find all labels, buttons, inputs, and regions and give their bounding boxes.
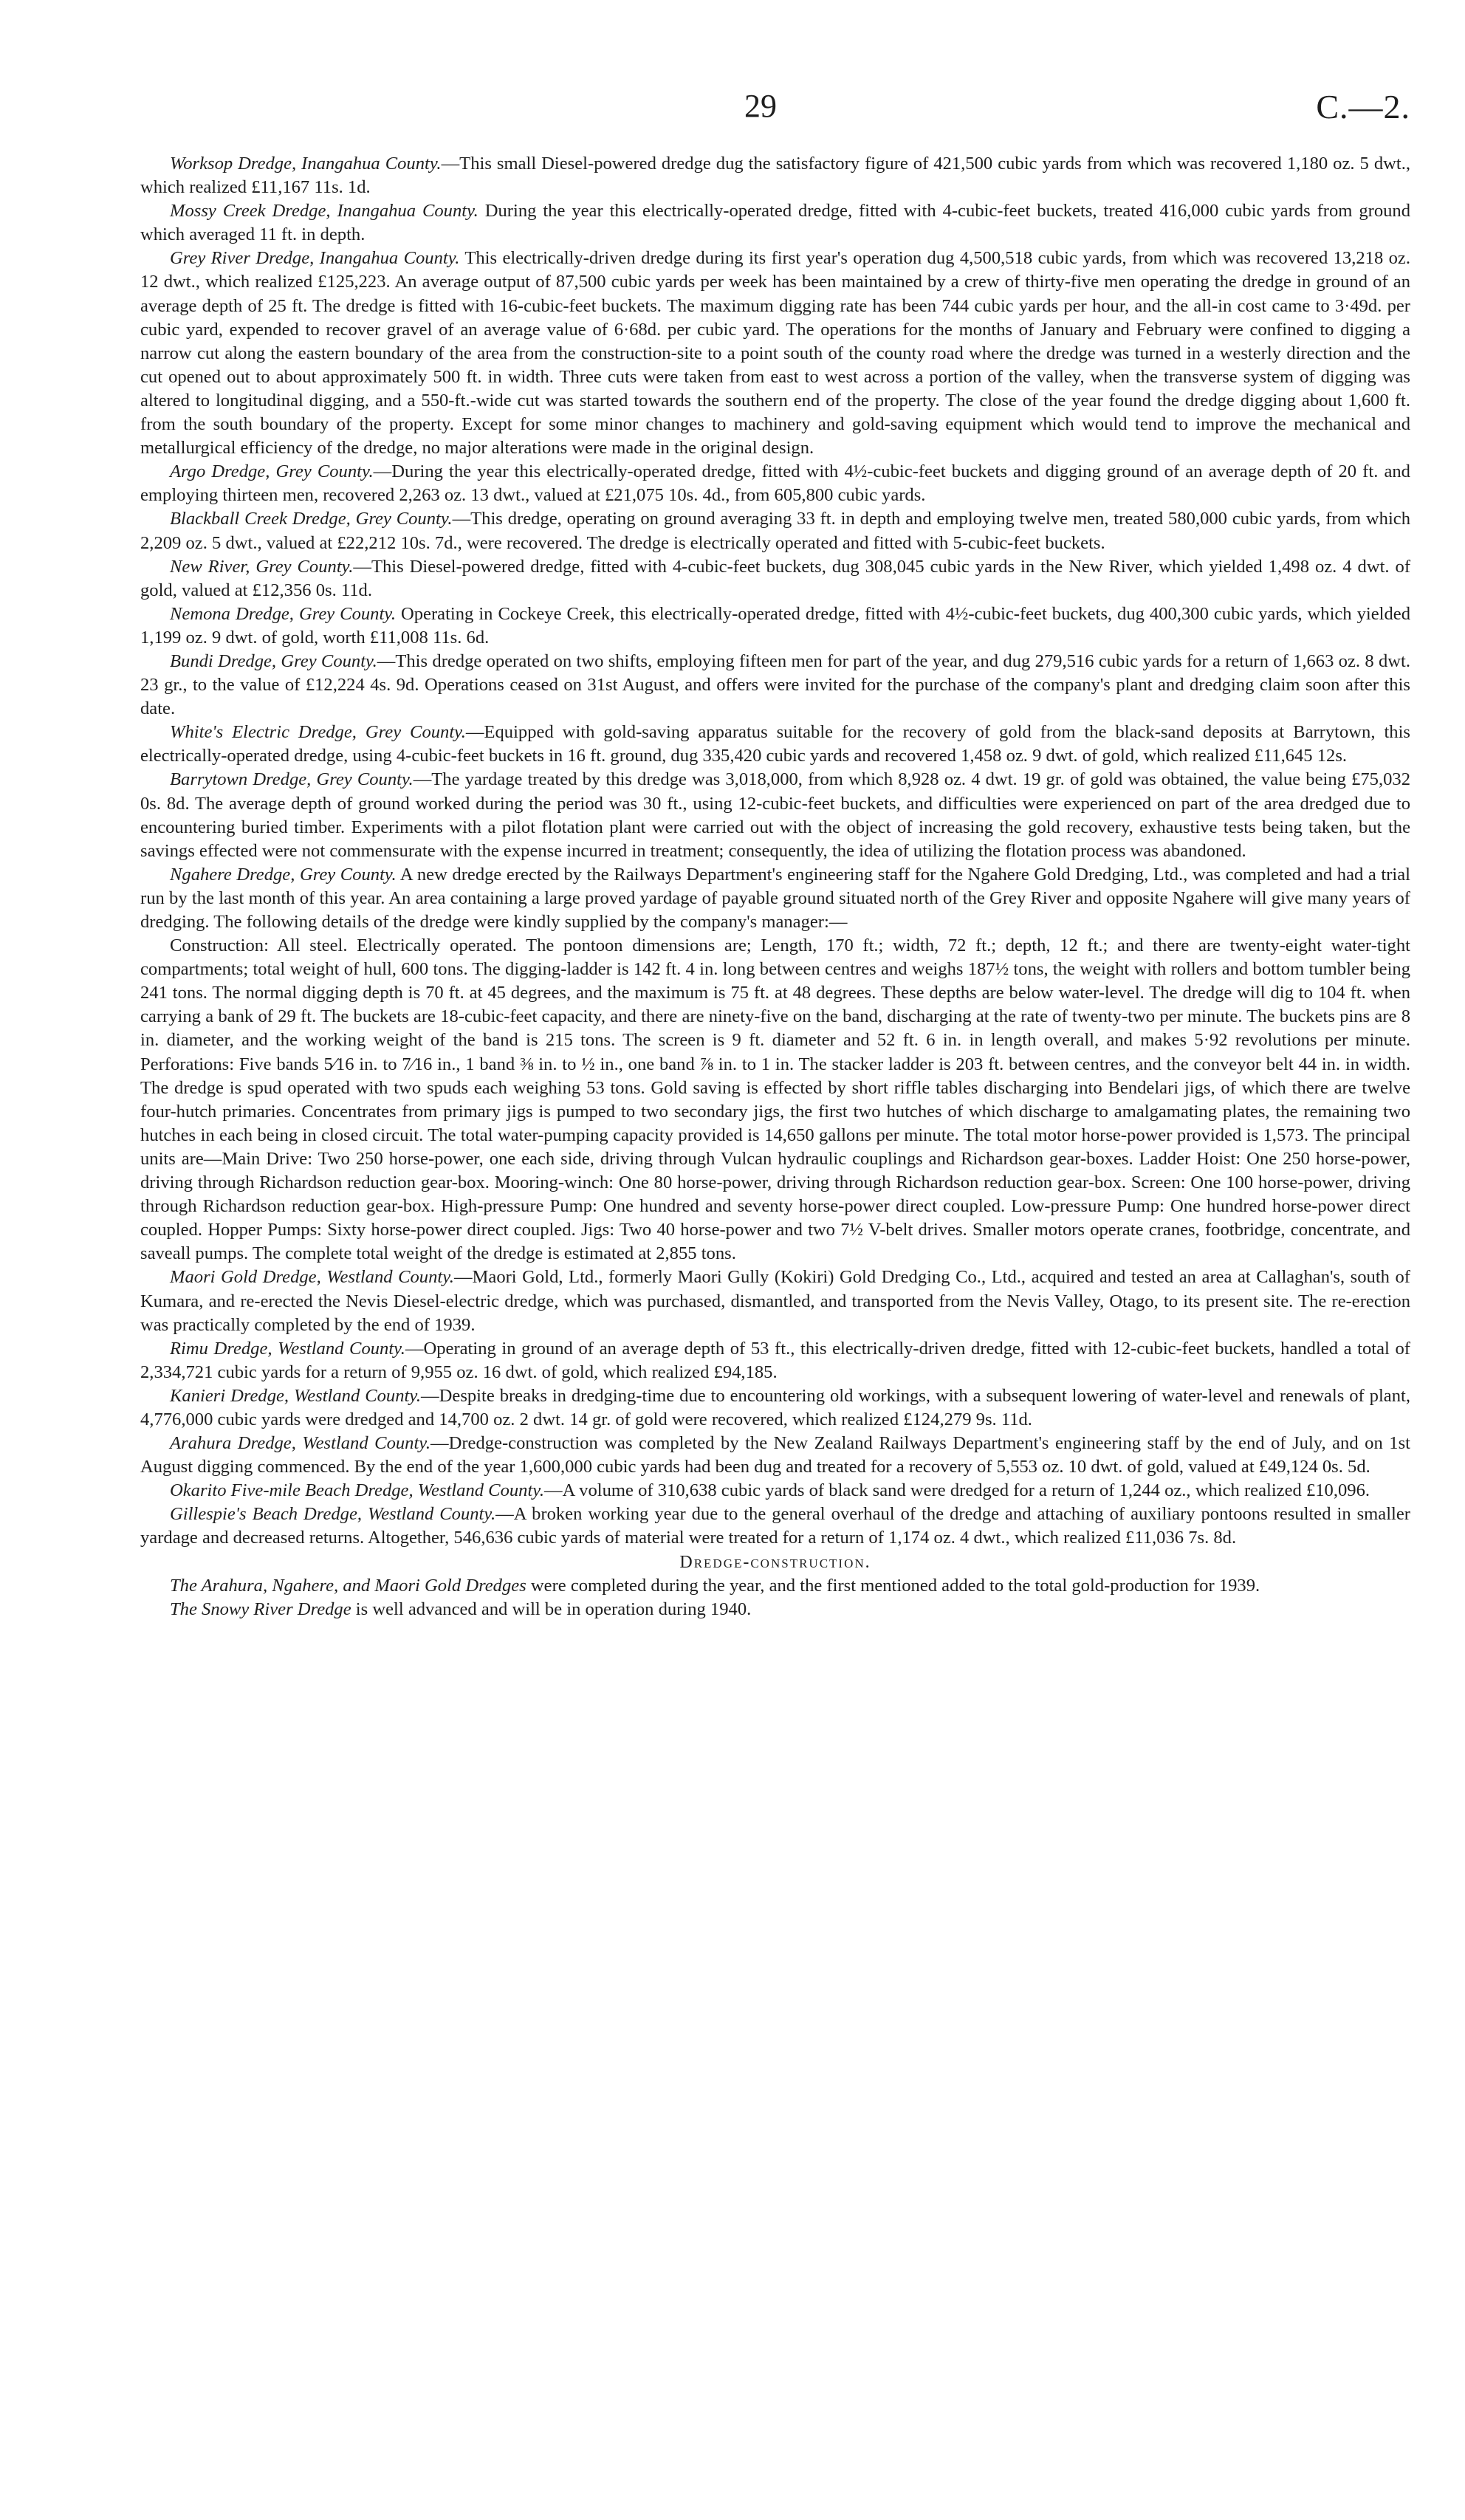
section-heading: Dredge-construction.	[679, 1552, 871, 1572]
paragraph-barrytown	[140, 768, 1410, 862]
paragraph-text: —Dredge-construction was completed by the New Zealand Railways Department's engineering staff by the end of July, and on 1st August digging commenced. By the end of the year 1,600,000 cubic yards had been dug and treated for a recovery of 5,553 oz. 10 dwt. of gold, valued at £49,124 0s. 5d.	[140, 1433, 1410, 1477]
paragraph-bundi	[140, 650, 1410, 721]
paragraph-text: —Operating in ground of an average depth of 53 ft., this electrically-driven dredge, fitted with 12-cubic-feet buckets, handled a total of 2,334,721 cubic yards for a return of 9,955 oz. 16 dwt. of gold, which realized £94,185.	[140, 1338, 1410, 1382]
paragraph-kanieri	[140, 1384, 1410, 1432]
dredge-title: Nemona Dredge, Grey County.	[170, 603, 397, 624]
paragraph-text: This electrically-driven dredge during its first year's operation dug 4,500,518 cubic yards, from which was recovered 13,218 oz. 12 dwt., which realized £125,223. An average output of 87,500 cubic yards per week has been maintained by a crew of thirty-five men operating the dredge in ground of an average depth of 25 ft. The dredge is fitted with 16-cubic-feet buckets. The maximum digging rate has been 744 cubic yards per hour, and the all-in cost came to 3·49d. per cubic yard, expended to recover gravel of an average value of 6·68d. per cubic yard. The operations for the months of January and February were confined to digging a narrow cut along the eastern boundary of the area from the construction-site to a point south of the county road where the dredge was turned in a westerly direction and the cut opened out to about approximately 500 ft. in width. Three cuts were taken from east to west across a portion of the valley, when the transverse system of digging was altered to longitudinal digging, and a 550-ft.-wide cut was started towards the southern end of the property. The close of the year found the dredge digging about 1,600 ft. from the south boundary of the property. Except for some minor changes to machinery and gold-saving equipment which would tend to improve the mechanical and metallurgical efficiency of the dredge, no major alterations were made in the original design.	[140, 248, 1410, 459]
dredge-title: Okarito Five-mile Beach Dredge, Westland County.	[170, 1480, 545, 1501]
note-text: is well advanced and will be in operation during 1940.	[351, 1599, 752, 1619]
paragraph-text: —A broken working year due to the general overhaul of the dredge and attaching of auxiliary pontoons resulted in smaller yardage and decreased returns. Altogether, 546,636 cubic yards of material were treated for a return of 1,174 oz. 4 dwt., which realized £11,036 7s. 8d.	[140, 1504, 1410, 1548]
page-header	[140, 87, 1410, 131]
dredge-title: White's Electric Dredge, Grey County.	[170, 722, 466, 743]
paragraph-maori-gold	[140, 1266, 1410, 1336]
note-title: The Snowy River Dredge	[170, 1599, 351, 1619]
paragraph-argo	[140, 460, 1410, 507]
paragraph-rimu	[140, 1337, 1410, 1384]
body-text	[140, 152, 1410, 1621]
paragraph-text: —This small Diesel-powered dredge dug the satisfactory figure of 421,500 cubic yards from which was recovered 1,180 oz. 5 dwt., which realized £11,167 11s. 1d.	[140, 154, 1411, 198]
paragraph-mossy-creek	[140, 199, 1410, 247]
section-note	[140, 1598, 1410, 1621]
paragraph-gillespies-beach	[140, 1503, 1410, 1550]
dredge-title: Mossy Creek Dredge, Inangahua County.	[170, 201, 478, 222]
paragraph-grey-river	[140, 247, 1410, 460]
dredge-title: Worksop Dredge, Inangahua County.	[170, 154, 442, 174]
dredge-title: Barrytown Dredge, Grey County.	[170, 769, 414, 790]
dredge-title: New River, Grey County.	[170, 556, 354, 577]
paragraph-text: During the year this electrically-operated dredge, fitted with 4-cubic-feet buckets, treated 416,000 cubic yards from ground which averaged 11 ft. in depth.	[140, 201, 1411, 245]
paragraph-text: —Despite breaks in dredging-time due to encountering old workings, with a subsequent lowering of water-level and renewals of plant, 4,776,000 cubic yards were dredged and 14,700 oz. 2 dwt. 14 gr. of gold were recovered, which realized £124,279 9s. 11d.	[140, 1385, 1410, 1429]
paragraph-okarito	[140, 1479, 1410, 1503]
note-text: were completed during the year, and the first mentioned added to the total gold-production for 1939.	[526, 1575, 1260, 1596]
dredge-title: Maori Gold Dredge, Westland County.	[170, 1267, 454, 1288]
dredge-title: Ngahere Dredge, Grey County.	[170, 864, 397, 885]
paragraph-text: —The yardage treated by this dredge was 3,018,000, from which 8,928 oz. 4 dwt. 19 gr. of gold was obtained, the value being £75,032 0s. 8d. The average depth of ground worked during the period was 30 ft., using 12-cubic-feet buckets, and difficulties were experienced on part of the area dredged due to encountering buried timber. Experiments with a pilot flotation plant were carried out with the object of increasing the gold recovery, exhaustive tests being taken, but the savings effected were not commensurate with the expense incurred in treatment; consequently, the idea of utilizing the flotation process was abandoned.	[140, 769, 1411, 861]
paragraph-text: A new dredge erected by the Railways Department's engineering staff for the Ngahere Gold Dredging, Ltd., was completed and had a trial run by the last month of this year. An area containing a large proved yardage of payable ground situated north of the Grey River and opposite Ngahere will give many years of dredging. The following details of the dredge were kindly supplied by the company's manager:—	[140, 864, 1410, 932]
paragraph-text: Construction: All steel. Electrically operated. The pontoon dimensions are; Length, 170 ft.; width, 72 ft.; depth, 12 ft.; and there are twenty-eight water-tight compartments; total weight of hull, 600 tons. The digging-ladder is 142 ft. 4 in. long between centres and weighs 187½ tons, the weight with rollers and bottom tumbler being 241 tons. The normal digging depth is 70 ft. at 45 degrees, and the maximum is 75 ft. at 48 degrees. These depths are below water-level. The dredge will dig to 104 ft. when carrying a bank of 29 ft. The buckets are 18-cubic-feet capacity, and there are ninety-five on the band, discharging at the rate of twenty-two per minute. The buckets pins are 8 in. diameter, and the working weight of the band is 215 tons. The screen is 9 ft. diameter and 52 ft. 6 in. in length overall, and makes 5·92 revolutions per minute. Perforations: Five bands 5⁄16 in. to 7⁄16 in., 1 band ⅜ in. to ½ in., one band ⅞ in. to 1 in. The stacker ladder is 203 ft. between centres, and the conveyor belt 44 in. in width. The dredge is spud operated with two spuds each weighing 53 tons. Gold saving is effected by short riffle tables discharging into Bendelari jigs, of which there are twelve four-hutch primaries. Concentrates from primary jigs is pumped to two secondary jigs, the first two hutches of which discharge to amalgamating plates, the remaining two hutches in each being in closed circuit. The total water-pumping capacity provided is 14,650 gallons per minute. The total motor horse-power provided is 1,573. The principal units are—Main Drive: Two 250 horse-power, one each side, driving through Vulcan hydraulic couplings and Richardson gear-boxes. Ladder Hoist: One 250 horse-power, driving through Richardson reduction gear-box. Mooring-winch: One 80 horse-power, driving through Richardson reduction gear-box. Screen: One 100 horse-power, driving through Richardson reduction gear-box. High-pressure Pump: One hundred and seventy horse-power direct coupled. Low-pressure Pump: One hundred horse-power direct coupled. Hopper Pumps: Sixty horse-power direct coupled. Jigs: Two 40 horse-power and two 7½ V-belt drives. Smaller motors operate cranes, footbridge, concentrate, and saveall pumps. The complete total weight of the dredge is estimated at 2,855 tons.	[140, 935, 1410, 1264]
section-note	[140, 1574, 1410, 1598]
paragraph-construction-details	[140, 934, 1410, 1266]
paragraph-text: —This dredge, operating on ground averaging 33 ft. in depth and employing twelve men, treated 580,000 cubic yards, from which 2,209 oz. 5 dwt., valued at £22,212 10s. 7d., were recovered. The dredge is electrically operated and fitted with 5-cubic-feet buckets.	[140, 509, 1410, 553]
paragraph-whites-electric	[140, 721, 1410, 768]
dredge-title: Bundi Dredge, Grey County.	[170, 650, 377, 671]
paragraph-text: —A volume of 310,638 cubic yards of black sand were dredged for a return of 1,244 oz., which realized £10,096.	[544, 1480, 1370, 1501]
paragraph-text: —Equipped with gold-saving apparatus suitable for the recovery of gold from the black-sand deposits at Barrytown, this electrically-operated dredge, using 4-cubic-feet buckets in 16 ft. ground, dug 335,420 cubic yards and recovered 1,458 oz. 9 dwt. of gold, which realized £11,645 12s.	[140, 722, 1410, 766]
page-number: 29	[744, 88, 777, 124]
paragraph-nemona	[140, 602, 1410, 650]
note-title: The Arahura, Ngahere, and Maori Gold Dredges	[170, 1575, 526, 1596]
dredge-title: Rimu Dredge, Westland County.	[170, 1338, 405, 1359]
dredge-title: Kanieri Dredge, Westland County.	[170, 1385, 422, 1406]
paragraph-text: —This Diesel-powered dredge, fitted with 4-cubic-feet buckets, dug 308,045 cubic yards in the New River, which yielded 1,498 oz. 4 dwt. of gold, valued at £12,356 0s. 11d.	[140, 556, 1411, 600]
dredge-title: Blackball Creek Dredge, Grey County.	[170, 509, 453, 529]
paragraph-text: —During the year this electrically-operated dredge, fitted with 4½-cubic-feet buckets and digging ground of an average depth of 20 ft. and employing thirteen men, recovered 2,263 oz. 13 dwt., valued at £21,075 10s. 4d., from 605,800 cubic yards.	[140, 461, 1410, 506]
paragraph-blackball-creek	[140, 507, 1410, 555]
paragraph-text: —Maori Gold, Ltd., formerly Maori Gully (Kokiri) Gold Dredging Co., Ltd., acquired and tested an area at Callaghan's, south of Kumara, and re-erected the Nevis Diesel-electric dredge, which was purchased, dismantled, and transported from the Nevis Valley, Otago, to its present site. The re-erection was practically completed by the end of 1939.	[140, 1267, 1411, 1335]
dredge-title: Argo Dredge, Grey County.	[170, 461, 374, 482]
dredge-title: Grey River Dredge, Inangahua County.	[170, 248, 460, 269]
paragraph-new-river	[140, 555, 1410, 602]
paragraph-arahura	[140, 1432, 1410, 1479]
dredge-title: Arahura Dredge, Westland County.	[170, 1433, 431, 1454]
dredge-title: Gillespie's Beach Dredge, Westland County.	[170, 1504, 496, 1525]
paragraph-text: —This dredge operated on two shifts, employing fifteen men for part of the year, and dug 279,516 cubic yards for a return of 1,663 oz. 8 dwt. 23 gr., to the value of £12,224 4s. 9d. Operations ceased on 31st August, and offers were invited for the purchase of the company's plant and dredging claim soon after this date.	[140, 650, 1410, 719]
document-reference: C.—2.	[1316, 88, 1410, 126]
paragraph-worksop	[140, 152, 1410, 199]
paragraph-text: Operating in Cockeye Creek, this electrically-operated dredge, fitted with 4½-cubic-feet buckets, dug 400,300 cubic yards, which yielded 1,199 oz. 9 dwt. of gold, worth £11,008 11s. 6d.	[140, 603, 1410, 648]
paragraph-ngahere	[140, 863, 1410, 934]
